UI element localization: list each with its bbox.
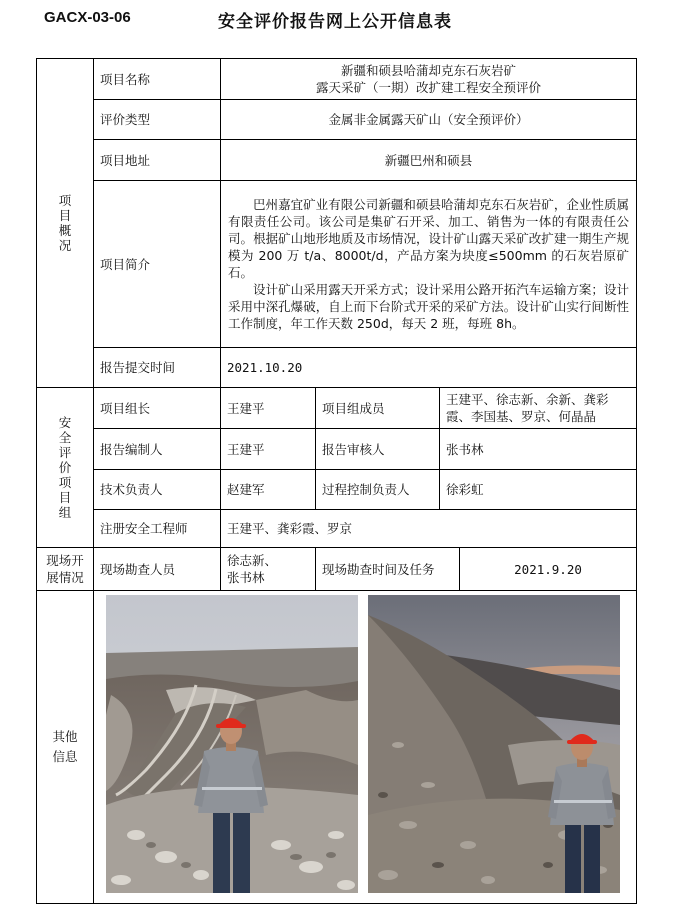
submit-time-value: 2021.10.20 xyxy=(221,348,637,388)
project-name-value: 新疆和硕县哈蒲却克东石灰岩矿 露天采矿（一期）改扩建工程安全预评价 xyxy=(221,59,637,100)
intro-label: 项目简介 xyxy=(94,181,221,348)
tech-value: 赵建军 xyxy=(221,470,316,510)
tech-label: 技术负责人 xyxy=(94,470,221,510)
engineers-label: 注册安全工程师 xyxy=(94,510,221,548)
photo-area xyxy=(94,591,637,904)
process-label: 过程控制负责人 xyxy=(316,470,440,510)
reviewer-label: 报告审核人 xyxy=(316,429,440,470)
process-value: 徐彩虹 xyxy=(440,470,637,510)
site-section-label: 现场开展情况 xyxy=(37,548,94,591)
address-label: 项目地址 xyxy=(94,140,221,181)
submit-time-label: 报告提交时间 xyxy=(94,348,221,388)
intro-paragraph-1: 巴州嘉宜矿业有限公司新疆和硕县哈蒲却克东石灰岩矿，企业性质属有限责任公司。该公司是集矿石开采、加工、销售为一体的有限责任公司。根据矿山地形地质及市场情况，设计矿山露天采矿改扩建一期生产规模为 200 万 t/a、8000t/d，产品方案为块度≤500mm 的石灰岩原矿石。 xyxy=(228,197,630,280)
address-value: 新疆巴州和硕县 xyxy=(221,140,637,181)
leader-value: 王建平 xyxy=(221,388,316,429)
author-value: 王建平 xyxy=(221,429,316,470)
author-label: 报告编制人 xyxy=(94,429,221,470)
reviewer-value: 张书林 xyxy=(440,429,637,470)
site-photo-2 xyxy=(368,595,620,893)
survey-staff-label: 现场勘查人员 xyxy=(94,548,221,591)
eval-type-value: 金属非金属露天矿山（安全预评价） xyxy=(221,100,637,140)
document-code: GACX-03-06 xyxy=(44,9,131,26)
intro-text xyxy=(221,181,637,348)
survey-time-label: 现场勘查时间及任务 xyxy=(316,548,460,591)
site-photo-1 xyxy=(106,595,358,893)
engineers-value: 王建平、龚彩霞、罗京 xyxy=(221,510,637,548)
members-label: 项目组成员 xyxy=(316,388,440,429)
project-name-label: 项目名称 xyxy=(94,59,221,100)
intro-paragraph-2: 设计矿山采用露天开采方式；设计采用公路开拓汽车运输方案；设计采用中深孔爆破，自上而下台阶式开采的采矿方法。设计矿山实行间断性工作制度，年工作天数 250d，每天 2 班，每班 8h。 xyxy=(228,282,630,331)
document-title: 安全评价报告网上公开信息表 xyxy=(218,12,452,32)
leader-label: 项目组长 xyxy=(94,388,221,429)
team-section-label: 安全评价项目组 xyxy=(37,388,94,548)
info-table xyxy=(36,58,637,904)
survey-staff-value: 徐志新、张书林 xyxy=(221,548,316,591)
eval-type-label: 评价类型 xyxy=(94,100,221,140)
members-value: 王建平、徐志新、余新、龚彩霞、李国基、罗京、何晶晶 xyxy=(440,388,637,429)
other-section-label: 其他信息 xyxy=(37,591,94,904)
overview-section-label: 项目概况 xyxy=(37,59,94,388)
survey-time-value: 2021.9.20 xyxy=(460,548,637,591)
